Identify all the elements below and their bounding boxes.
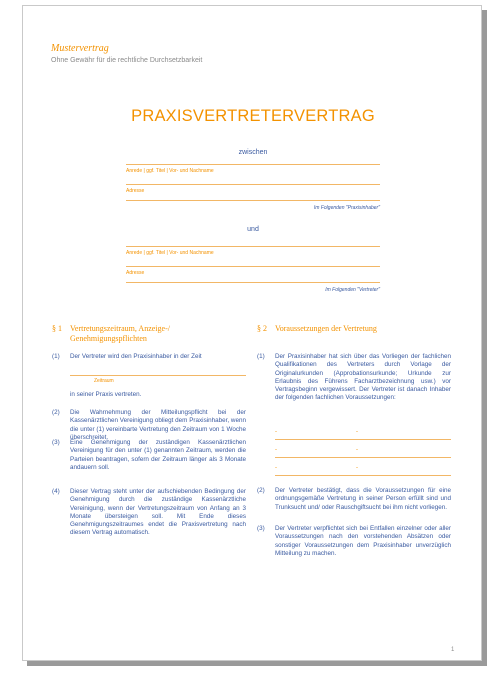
s1-p4-number: (4) [52, 488, 60, 495]
section-1-title: Vertretungszeitraum, Anzeige-/ Genehmigungspflichten [70, 324, 170, 343]
s1-p1-text: Der Vertreter wird den Praxisinhaber in der Zeit [70, 353, 202, 360]
qualification-bullet-3: - [275, 447, 277, 453]
document-title: PRAXISVERTRETERVERTRAG [131, 107, 375, 125]
header-subtitle: Ohne Gewähr für die rechtliche Durchsetzbarkeit [51, 57, 203, 64]
page-number: 1 [451, 647, 455, 653]
address-line-2b[interactable] [126, 282, 380, 283]
qualification-bullet-6: - [356, 465, 358, 471]
s1-p3-text: Eine Genehmigung der zuständigen Kassenärztlichen Vereinigung für den unter (1) genannten Zeitraum, werden die Parteien beantragen, sofern der Zeitraum länger als 3 Monate andauern soll. [70, 439, 246, 471]
name-line-1[interactable] [126, 164, 380, 165]
party2-note: Im Folgenden "Vertreter" [325, 287, 380, 293]
and-label: und [247, 226, 259, 233]
s1-p1-continuation: in seiner Praxis vertreten. [70, 391, 142, 398]
address-line-1b[interactable] [126, 200, 380, 201]
name-label-1: Anrede | ggf. Titel | Vor- und Nachname [126, 168, 214, 174]
section-1-number: § 1 [52, 324, 62, 333]
s1-p1-number: (1) [52, 353, 60, 360]
document-page [22, 5, 482, 661]
header-title: Mustervertrag [51, 43, 109, 54]
qualification-bullet-5: - [275, 465, 277, 471]
qualification-bullet-1: - [275, 429, 277, 435]
qualification-bullet-4: - [356, 447, 358, 453]
s1-p2-text: Die Wahrnehmung der Mitteilungspflicht bei der Kassenärztlichen Vereinigung obliegt dem Praxisinhaber, wenn die unter (1) vereinbarte Vertretung den Zeitraum von 1 Woche überschreitet. [70, 409, 246, 441]
s2-p2-text: Der Vertreter bestätigt, dass die Voraussetzungen für eine ordnungsgemäße Vertretung in seiner Person erfüllt sind und Trunksucht und/ oder Rauschgiftsucht bei ihm nicht vorliegen. [275, 487, 451, 511]
address-label-1: Adresse [126, 188, 145, 194]
between-label: zwischen [238, 149, 268, 156]
qualification-line-3[interactable] [275, 475, 451, 476]
s2-p1-text: Der Praxisinhaber hat sich über das Vorliegen der fachlichen Qualifikationen des Vertreters durch Vorlage der Originalurkunden (Approbationsurkunde; Urkunde zur Erlaubnis des Führens Facharztbezeichnung usw.) vor Vertragsbeginn vergewissert. Der Vertreter ist danach Inhaber der folgenden fachlichen Voraussetzungen: [275, 353, 451, 402]
name-label-2: Anrede | ggf. Titel | Vor- und Nachname [126, 250, 214, 256]
zeitraum-line[interactable] [70, 375, 246, 376]
address-line-1a[interactable] [126, 184, 380, 185]
s2-p3-number: (3) [257, 525, 265, 532]
s2-p3-text: Der Vertreter verpflichtet sich bei Entfallen einzelner oder aller Voraussetzungen nach den vorstehenden Absätzen oder sonstiger Voraussetzungen dem Praxisinhaber unverzüglich Mitteilung zu machen. [275, 525, 451, 557]
address-line-2a[interactable] [126, 266, 380, 267]
qualification-line-2[interactable] [275, 457, 451, 458]
party1-note: Im Folgenden "Praxisinhaber" [313, 205, 380, 211]
s1-p2-number: (2) [52, 409, 60, 416]
s1-p3-number: (3) [52, 439, 60, 446]
zeitraum-label: Zeitraum [94, 378, 114, 384]
s1-p4-text: Dieser Vertrag steht unter der aufschiebenden Bedingung der Genehmigung durch die zuständige Kassenärztliche Vereinigung, wenn der Vertretungszeitraum von Anfang an 3 Monate übersteigen soll. Mit Ende dieses Genehmigungszeitraumes endet die Praxisvertretung nach diesem Vertrag automatisch. [70, 488, 246, 537]
section-2-number: § 2 [257, 324, 267, 333]
qualification-bullet-2: - [356, 429, 358, 435]
qualification-line-1[interactable] [275, 439, 451, 440]
section-2-title: Voraussetzungen der Vertretung [275, 324, 377, 333]
s2-p1-number: (1) [257, 353, 265, 360]
address-label-2: Adresse [126, 270, 145, 276]
s2-p2-number: (2) [257, 487, 265, 494]
name-line-2[interactable] [126, 246, 380, 247]
